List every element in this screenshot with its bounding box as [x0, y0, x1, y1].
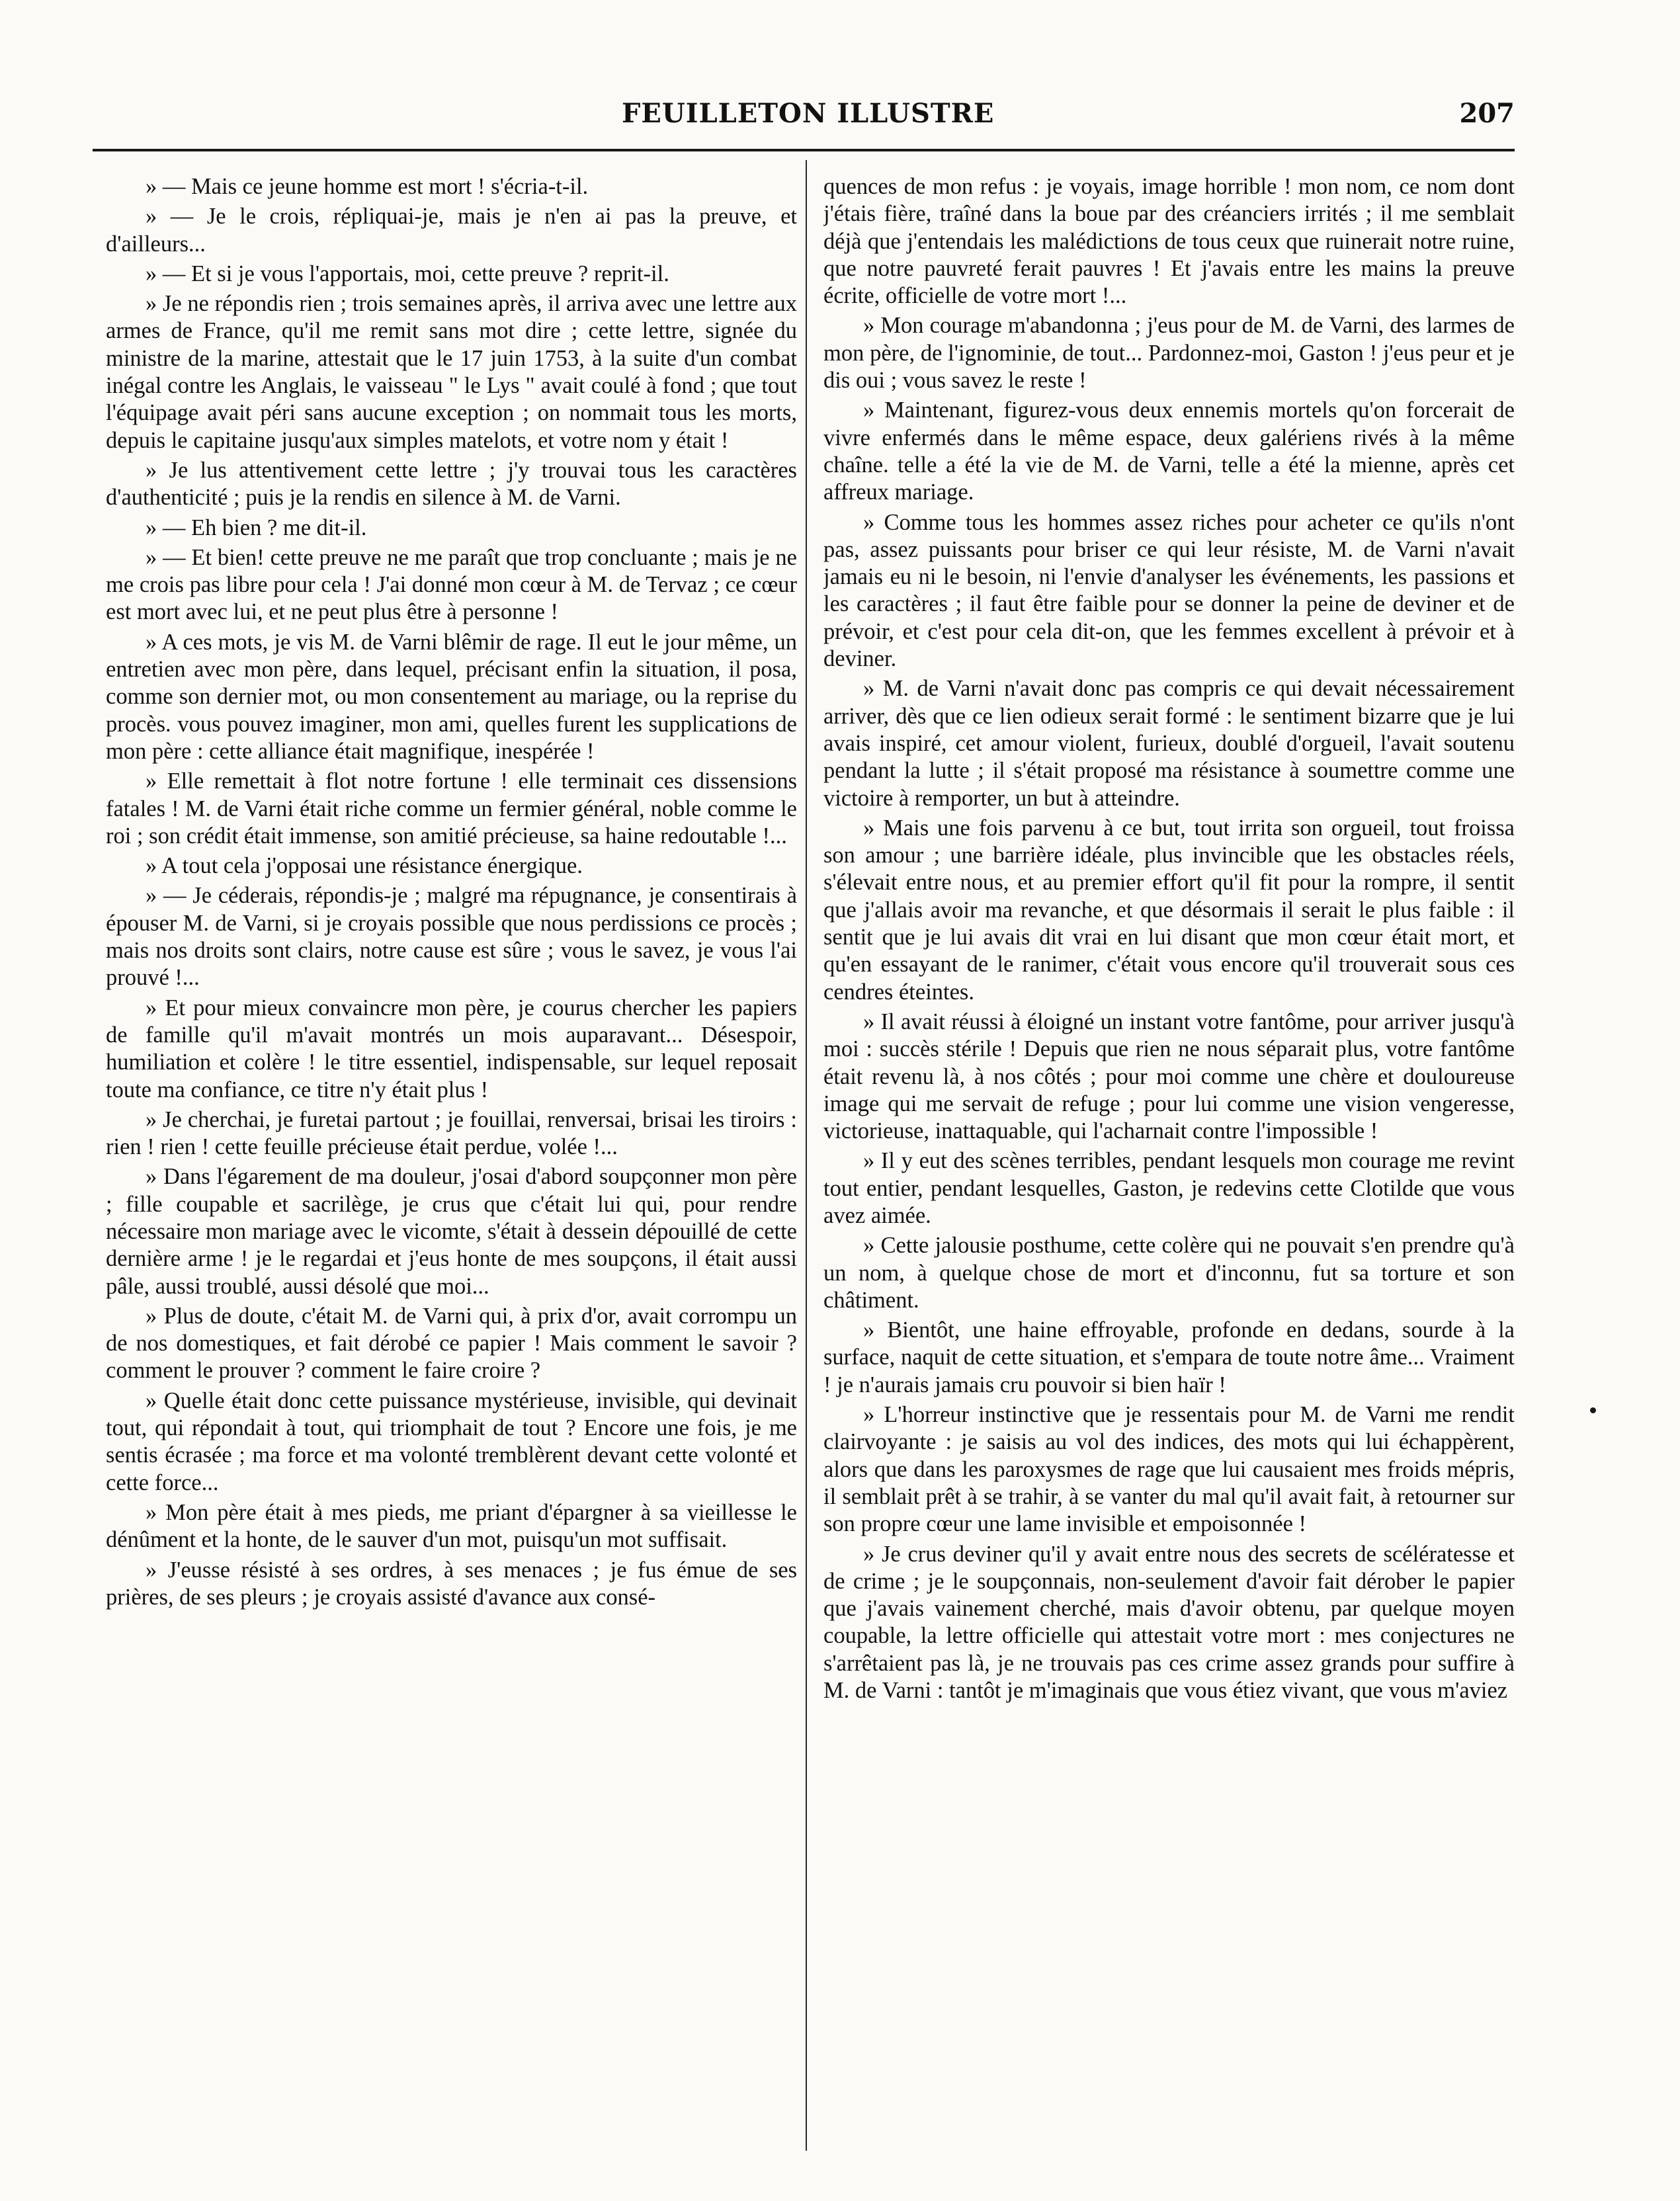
paragraph: » — Et si je vous l'apportais, moi, cette preuve ? reprit-il.	[146, 261, 669, 286]
column-divider	[806, 160, 807, 2151]
paragraph: » A tout cela j'opposai une résistance énergique.	[146, 853, 583, 879]
running-title: FEUILLETON ILLUSTRE	[622, 98, 995, 129]
paragraph: » Comme tous les hommes assez riches pour acheter ce qu'ils n'ont pas, assez puissants pour briser ce qui leur résiste, M. de Varni n'avait jamais eu ni le besoin, ni l'envie d'analyser les événements, les passions et les caractères ; il faut être faible pour se donner la peine de deviner et de prévoir, et c'est pour cela dit-on, que les femmes excellent à prévoir et à deviner.	[823, 509, 1515, 672]
paragraph: » Je lus attentivement cette lettre ; j'y trouvai tous les caractères d'authenticité ; puis je la rendis en silence à M. de Varni.	[106, 457, 797, 511]
paragraph: » Il avait réussi à éloigné un instant votre fantôme, pour arriver jusqu'à moi : succès stérile ! Depuis que rien ne nous séparait plus, votre fantôme était revenu là, à nos côtés ; pour moi comme une chère et douloureuse image qui me servait de refuge ; pour lui comme une vision vengeresse, victorieuse, inattaquable, qui l'acharnait contre l'impossible !	[823, 1009, 1515, 1144]
paragraph: » M. de Varni n'avait donc pas compris ce qui devait nécessairement arriver, dès que ce lien odieux serait formé : le sentiment bizarre que je lui avais inspiré, cet amour violent, furieux, doublé d'orgueil, l'avait soutenu pendant la lutte ; il s'était proposé ma résistance à soumettre comme une victoire à remporter, un but à atteindre.	[823, 676, 1515, 811]
paragraph: » Mon courage m'abandonna ; j'eus pour de M. de Varni, des larmes de mon père, de l'ignominie, de tout... Pardonnez-moi, Gaston ! j'eus peur et je dis oui ; vous savez le reste !	[823, 313, 1515, 394]
paragraph: » Plus de doute, c'était M. de Varni qui, à prix d'or, avait corrompu un de nos domestiques, et fait dérobé ce papier ! Mais comment le savoir ? comment le prouver ? comment le faire croire ?	[106, 1303, 797, 1384]
header-rule	[93, 149, 1515, 151]
paragraph: » — Et bien! cette preuve ne me paraît que trop concluante ; mais je ne me crois pas libre pour cela ! J'ai donné mon cœur à M. de Tervaz ; ce cœur est mort avec lui, et ne peut plus être à personne !	[106, 544, 797, 625]
paragraph: » Quelle était donc cette puissance mystérieuse, invisible, qui devinait tout, qui répondait à tout, qui triomphait de tout ? Encore une fois, je me sentis écrasée ; ma force et ma volonté tremblèrent devant cette volonté et cette force...	[106, 1388, 797, 1495]
paragraph: » Je cherchai, je furetai partout ; je fouillai, renversai, brisai les tiroirs : rien ! rien ! cette feuille précieuse était perdue, volée !...	[106, 1106, 797, 1160]
paragraph: » Mon père était à mes pieds, me priant d'épargner à sa vieillesse le dénûment et la honte, de le sauver d'un mot, puisqu'un mot suffisait.	[106, 1499, 797, 1553]
page-number: 207	[1459, 98, 1515, 129]
paragraph: » Bientôt, une haine effroyable, profonde en dedans, sourde à la surface, naquit de cette situation, et s'empara de toute notre âme... Vraiment ! je n'aurais jamais cru pouvoir si bien haïr !	[823, 1317, 1515, 1397]
right-column	[823, 173, 1515, 2151]
running-header	[93, 93, 1515, 139]
paragraph: » A ces mots, je vis M. de Varni blêmir de rage. Il eut le jour même, un entretien avec mon père, dans lequel, précisant enfin la situation, il posa, comme son dernier mot, ou mon consentement au mariage, ou la reprise du procès. vous pouvez imaginer, mon ami, quelles furent les supplications de mon père : cette alliance était magnifique, inespérée !	[106, 629, 797, 764]
paragraph: » Et pour mieux convaincre mon père, je courus chercher les papiers de famille qu'il m'avait montrés un mois auparavant... Désespoir, humiliation et colère ! le titre essentiel, indispensable, sur lequel reposait toute ma confiance, ce titre n'y était plus !	[106, 995, 797, 1102]
paragraph: » — Je céderais, répondis-je ; malgré ma répugnance, je consentirais à épouser M. de Varni, si je croyais possible que nous perdissions ce procès ; mais nos droits sont clairs, notre cause est sûre ; vous le savez, je vous l'ai prouvé !...	[106, 883, 797, 991]
paragraph: » — Mais ce jeune homme est mort ! s'écria-t-il.	[146, 174, 589, 199]
paragraph: » Cette jalousie posthume, cette colère qui ne pouvait s'en prendre qu'à un nom, à quelque chose de mort et d'inconnu, fut sa torture et son châtiment.	[823, 1233, 1515, 1313]
paragraph: » Je ne répondis rien ; trois semaines après, il arriva avec une lettre aux armes de France, qu'il me remit sans mot dire ; cette lettre, signée du ministre de la marine, attestait que le 17 juin 1753, à la suite d'un combat inégal contre les Anglais, le vaisseau " le Lys " avait coulé à fond ; que tout l'équipage avait péri sans aucune exception ; on nommait tous les morts, depuis le capitaine jusqu'aux simples matelots, et votre nom y était !	[106, 291, 797, 453]
paragraph: » — Je le crois, répliquai-je, mais je n'en ai pas la preuve, et d'ailleurs...	[106, 204, 797, 257]
paragraph: » Il y eut des scènes terribles, pendant lesquels mon courage me revint tout entier, pendant lesquelles, Gaston, je redevins cette Clotilde que vous avez aimée.	[823, 1148, 1515, 1228]
paragraph: » J'eusse résisté à ses ordres, à ses menaces ; je fus émue de ses prières, de ses pleurs ; je croyais assisté d'avance aux consé-	[106, 1557, 797, 1610]
paragraph: » Dans l'égarement de ma douleur, j'osai d'abord soupçonner mon père ; fille coupable et sacrilège, je crus que c'était lui qui, pour rendre nécessaire mon mariage avec le vicomte, s'était à dessein dépouillé de cette dernière arme ! je le regardai et j'eus honte de mes soupçons, il était aussi pâle, aussi troublé, aussi désolé que moi...	[106, 1164, 797, 1299]
paragraph: » Mais une fois parvenu à ce but, tout irrita son orgueil, tout froissa son amour ; une barrière idéale, plus invincible que les obstacles réels, s'élevait entre nous, et au premier effort qu'il fit pour la rompre, il sentit que j'allais avoir ma revanche, et que désormais il serait le plus faible : il sentit que je lui avais dit vrai en lui disant que mon cœur était mort, et qu'en essayant de le ranimer, c'était vous encore qu'il trouverait sous ces cendres éteintes.	[823, 815, 1515, 1005]
left-column	[106, 173, 797, 2151]
paragraph: » Maintenant, figurez-vous deux ennemis mortels qu'on forcerait de vivre enfermés dans le même espace, deux galériens rivés à la même chaîne. telle a été la vie de M. de Varni, telle a été la mienne, après cet affreux mariage.	[823, 397, 1515, 505]
paragraph: » — Eh bien ? me dit-il.	[146, 515, 367, 540]
paragraph: » Elle remettait à flot notre fortune ! elle terminait ces dissensions fatales ! M. de Varni était riche comme un fermier général, noble comme le roi ; son crédit était immense, son amitié précieuse, sa haine redoutable !...	[106, 768, 797, 849]
paragraph: » Je crus deviner qu'il y avait entre nous des secrets de scélératesse et de crime ; je le soupçonnais, non-seulement d'avoir fait dérober le papier que j'avais vainement cherché, mais d'avoir obtenu, par quelque moyen coupable, la lettre officielle qui attestait votre mort : mes conjectures ne s'arrêtaient pas là, je ne trouvais pas ces crime assez grands pour suffire à M. de Varni : tantôt je m'imaginais que vous étiez vivant, que vous m'aviez	[823, 1541, 1515, 1704]
paragraph: » L'horreur instinctive que je ressentais pour M. de Varni me rendit clairvoyante : je saisis au vol des indices, des mots qui lui échappèrent, alors que dans les paroxysmes de rage que lui causaient mes froids mépris, il semblait prêt à se trahir, à se vanter du mal qu'il avait fait, à retourner sur son propre cœur une lame invisible et empoisonnée !	[823, 1402, 1515, 1537]
margin-dot	[1590, 1407, 1596, 1413]
paragraph-continued: quences de mon refus : je voyais, image horrible ! mon nom, ce nom dont j'étais fière, traîné dans la boue par des créanciers irrités ; il me semblait déjà que j'entendais les malédictions de tous ceux que ruinerait notre ruine, que notre pauvreté ferait pauvres ! Et j'avais entre les mains la preuve écrite, officielle de votre mort !...	[823, 174, 1515, 309]
